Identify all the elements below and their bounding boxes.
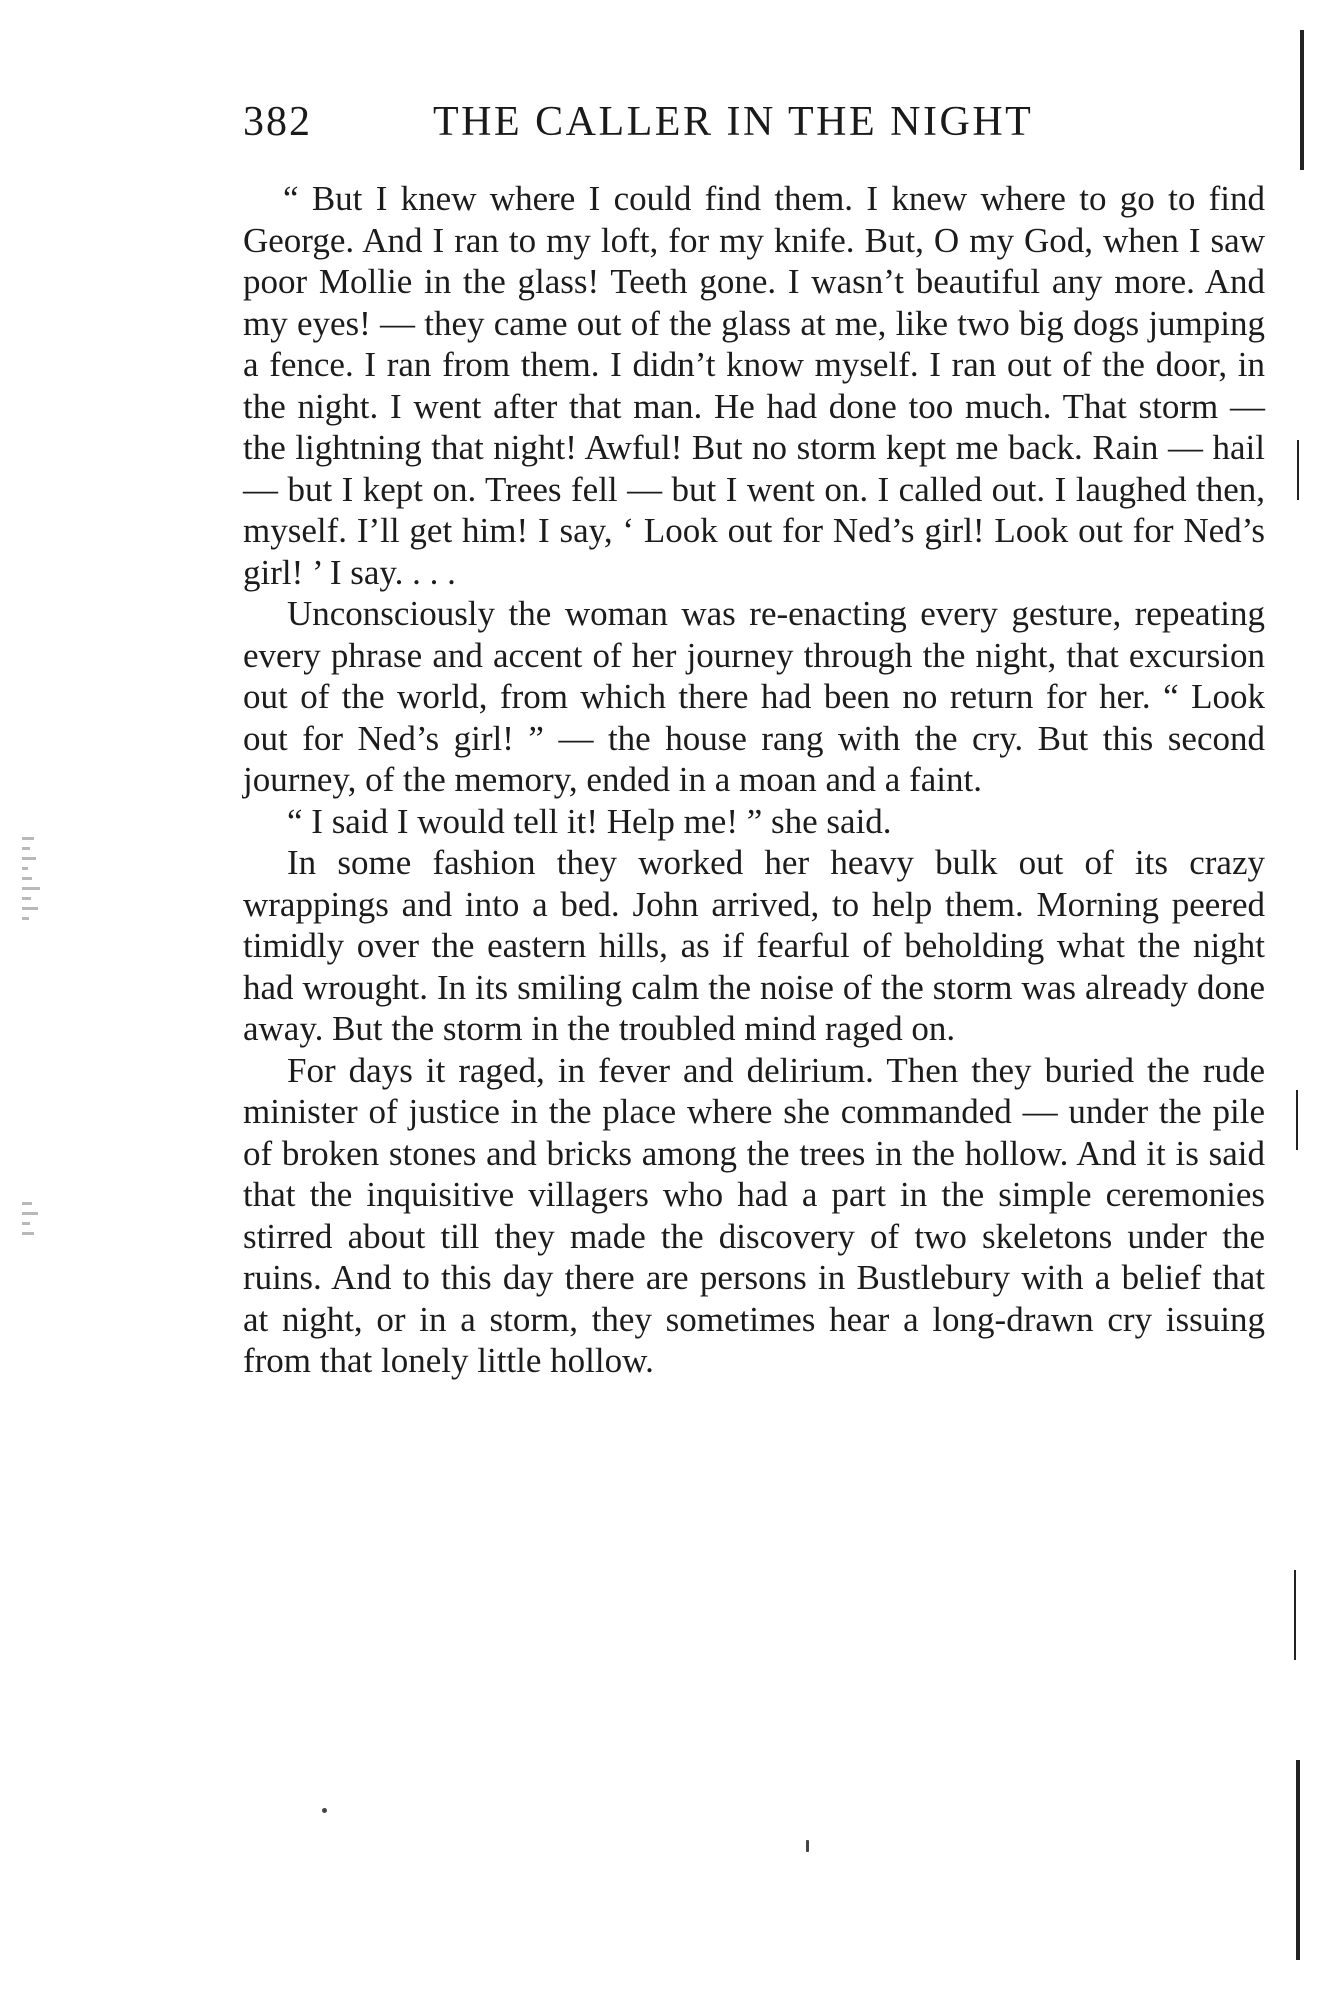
- paragraph-5: For days it raged, in fever and delirium. Then they buried the rude minister of justice in the place where she commanded — under the pile of broken stones and bricks among the trees in the hollow. And it is said that the inquisitive villagers who had a part in the simple ceremonies stirred about till they made the discovery of two skeletons under the ruins. And to this day there are persons in Bustlebury with a belief that at night, or in a storm, they sometimes hear a long-drawn cry issuing from that lonely little hollow.: [243, 1050, 1265, 1380]
- binding-edge-mark: [1300, 30, 1304, 170]
- running-title: THE CALLER IN THE NIGHT: [433, 99, 1034, 145]
- paragraph-4: In some fashion they worked her heavy bulk out of its crazy wrappings and into a bed. John arrived, to help them. Morning peered timidly over the eastern hills, as if fearful of beholding what the night had wrought. In its smiling calm the noise of the storm was already done away. But the storm in the troubled mind raged on.: [243, 843, 1265, 1048]
- page-number: 382: [243, 99, 312, 145]
- paragraph-2: Unconsciously the woman was re-enacting every gesture, repeating every phrase and accent of her journey through the night, that excursion out of the world, from which there had been no return for her. “ Look out for Ned’s girl! ” — the house rang with the cry. But this second journey, of the memory, ended in a moan and a faint.: [243, 594, 1265, 799]
- binding-edge-mark: [1294, 1570, 1296, 1660]
- bleed-through-marks: [22, 1195, 62, 1242]
- stray-dot: [322, 1808, 327, 1813]
- binding-edge-mark: [1296, 1090, 1298, 1150]
- stray-dot: [806, 1840, 809, 1852]
- body-text: [243, 178, 1265, 1382]
- binding-edge-mark: [1297, 440, 1299, 500]
- paragraph-1: “ But I knew where I could find them. I knew where to go to find George. And I ran to my loft, for my knife. But, O my God, when I saw poor Mollie in the glass! Teeth gone. I wasn’t beautiful any more. And my eyes! — they came out of the glass at me, like two big dogs jumping a fence. I ran from them. I didn’t know myself. I ran out of the door, in the night. I went after that man. He had done too much. That storm — the lightning that night! Awful! But no storm kept me back. Rain — hail — but I kept on. Trees fell — but I went on. I called out. I laughed then, myself. I’ll get him! I say, ‘ Look out for Ned’s girl! Look out for Ned’s girl! ’ I say. . . .: [243, 179, 1265, 592]
- binding-edge-mark: [1296, 1760, 1300, 1960]
- paragraph-3: “ I said I would tell it! Help me! ” she said.: [287, 801, 892, 841]
- page-header: [243, 98, 1093, 158]
- bleed-through-marks: [22, 830, 62, 927]
